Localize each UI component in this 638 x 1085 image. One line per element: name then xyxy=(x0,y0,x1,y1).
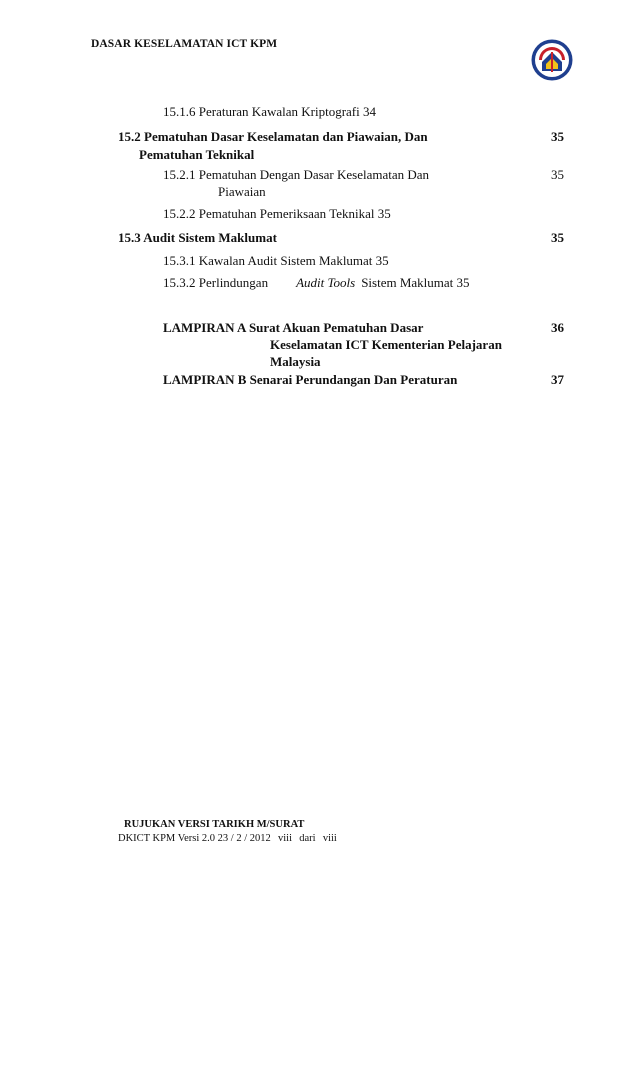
toc-entry-15-2-2[interactable]: 15.2.2 Pematuhan Pemeriksaan Teknikal 35 xyxy=(163,206,391,221)
footer-page-total: viii xyxy=(322,833,337,844)
toc-lampiran-a-line3[interactable]: Malaysia xyxy=(270,354,321,369)
footer-page-current: viii xyxy=(278,833,293,844)
toc-entry-15-3-2-italic: Audit Tools xyxy=(296,275,356,290)
toc-section-15-3[interactable]: 15.3 Audit Sistem Maklumat xyxy=(118,230,277,245)
footer-reference xyxy=(118,833,337,844)
toc-section-15-2-line1[interactable]: 15.2 Pematuhan Dasar Keselamatan dan Piawaian, Dan xyxy=(118,129,428,144)
toc-entry-15-2-1-line1[interactable]: 15.2.1 Pematuhan Dengan Dasar Keselamatan Dan xyxy=(163,167,430,182)
toc-section-15-3-page: 35 xyxy=(551,230,564,245)
toc-entry-15-2-1-line2[interactable]: Piawaian xyxy=(218,184,266,199)
toc-entry-15-3-2-part3: Sistem Maklumat 35 xyxy=(361,275,470,290)
toc-lampiran-a-page: 36 xyxy=(551,320,564,335)
document-header-title: DASAR KESELAMATAN ICT KPM xyxy=(91,38,278,50)
toc-entry-15-3-2[interactable] xyxy=(163,275,470,291)
toc-lampiran-a-line1[interactable]: LAMPIRAN A Surat Akuan Pematuhan Dasar xyxy=(163,320,424,335)
toc-lampiran-a-line2[interactable]: Keselamatan ICT Kementerian Pelajaran xyxy=(270,337,502,352)
toc-lampiran-b[interactable]: LAMPIRAN B Senarai Perundangan Dan Peraturan xyxy=(163,372,458,387)
toc-entry-15-3-1[interactable]: 15.3.1 Kawalan Audit Sistem Maklumat 35 xyxy=(163,253,389,268)
footer-page-of: dari xyxy=(299,833,316,844)
toc-entry-15-2-1-page: 35 xyxy=(551,167,564,182)
toc-lampiran-b-page: 37 xyxy=(551,372,564,387)
kpm-crest-logo xyxy=(530,38,574,82)
toc-entry-15-3-2-part1: 15.3.2 Perlindungan xyxy=(163,275,269,290)
toc-section-15-2-line2[interactable]: Pematuhan Teknikal xyxy=(139,147,255,162)
footer-heading: RUJUKAN VERSI TARIKH M/SURAT xyxy=(124,819,305,830)
toc-section-15-2-page: 35 xyxy=(551,129,564,144)
footer-ref-text: DKICT KPM Versi 2.0 23 / 2 / 2012 xyxy=(118,833,271,844)
toc-entry-15-1-6[interactable]: 15.1.6 Peraturan Kawalan Kriptografi 34 xyxy=(163,104,376,119)
